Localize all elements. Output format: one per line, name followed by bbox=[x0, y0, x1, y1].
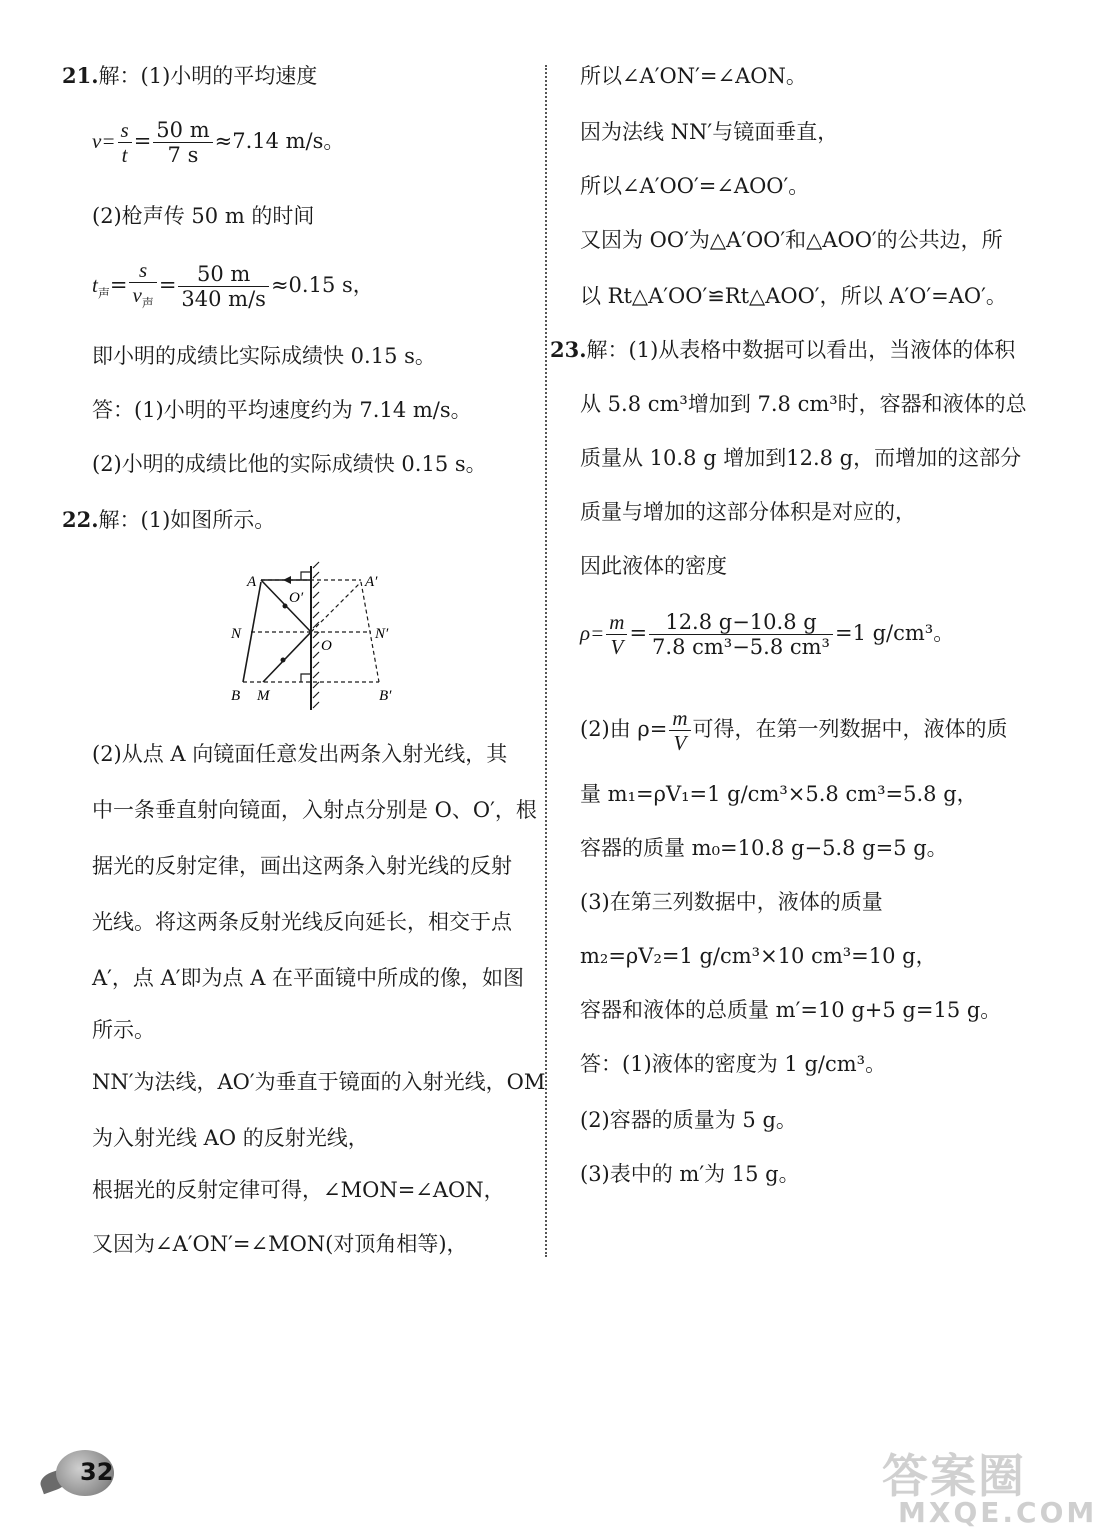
label-m: M bbox=[257, 688, 270, 704]
q21-answer-2: (2)小明的成绩比他的实际成绩快 0.15 s。 bbox=[92, 452, 487, 476]
q21-line-3: 即小明的成绩比实际成绩快 0.15 s。 bbox=[92, 344, 436, 368]
page-number-badge bbox=[38, 1448, 118, 1504]
equals-sign: = bbox=[158, 273, 177, 298]
label-n-prime: N′ bbox=[375, 626, 389, 642]
label-a-prime: A′ bbox=[365, 574, 378, 590]
label-o-prime: O′ bbox=[289, 590, 304, 606]
formula-rhs: ≈0.15 s， bbox=[270, 273, 374, 298]
subscript: 声 bbox=[141, 296, 154, 311]
q23-answer-2: (2)容器的质量为 5 g。 bbox=[580, 1108, 797, 1132]
q22-intro: 解：(1)如图所示。 bbox=[98, 508, 276, 532]
q23-paragraph-line: 因此液体的密度 bbox=[580, 554, 727, 578]
q22-paragraph-line: 为入射光线 AO 的反射光线， bbox=[92, 1126, 369, 1150]
q22-paragraph-line: 据光的反射定律，画出这两条入射光线的反射 bbox=[92, 854, 512, 878]
text-segment: 可得，在第一列数据中，液体的质 bbox=[692, 717, 1008, 741]
fraction bbox=[606, 610, 627, 659]
q21-formula-1 bbox=[92, 118, 344, 167]
fraction-denominator bbox=[129, 283, 156, 315]
fraction bbox=[129, 258, 156, 315]
fraction-numerator: s bbox=[118, 118, 132, 143]
label-o: O bbox=[321, 638, 332, 654]
column-divider bbox=[545, 65, 547, 1257]
q23-answer-3: (3)表中的 m′为 15 g。 bbox=[580, 1162, 800, 1186]
formula-rhs: =1 g/cm³。 bbox=[834, 621, 955, 645]
q22-paragraph-line: 中一条垂直射向镜面，入射点分别是 O、O′，根 bbox=[92, 798, 537, 822]
label-b-prime: B′ bbox=[379, 688, 392, 704]
q21-intro: 解：(1)小明的平均速度 bbox=[98, 64, 318, 88]
fraction-denominator: 7 s bbox=[167, 143, 199, 167]
q22-continued-line: 因为法线 NN′与镜面垂直， bbox=[580, 120, 839, 144]
q22-continued-line: 以 Rt△A′OO′≌Rt△AOO′，所以 A′O′=AO′。 bbox=[580, 284, 1007, 308]
q23-line-part2 bbox=[580, 706, 1008, 755]
fraction-numerator: s bbox=[129, 258, 156, 283]
arrow-dot bbox=[283, 604, 288, 609]
q23-paragraph-line: m₂=ρV₂=1 g/cm³×10 cm³=10 g， bbox=[580, 944, 937, 968]
formula-lhs: ρ= bbox=[580, 621, 605, 645]
denominator-symbol: v bbox=[132, 283, 142, 307]
q22-continued-line: 所以∠A′OO′=∠AOO′。 bbox=[580, 174, 810, 198]
q23-paragraph-line: 容器的质量 m₀=10.8 g−5.8 g=5 g。 bbox=[580, 836, 948, 860]
q23-paragraph-line: 容器和液体的总质量 m′=10 g+5 g=15 g。 bbox=[580, 998, 1002, 1022]
fraction bbox=[153, 118, 212, 167]
watermark-text-top: 答案圈 bbox=[882, 1449, 1026, 1503]
fraction bbox=[178, 262, 269, 311]
q22-number: 22. bbox=[62, 507, 99, 532]
fraction bbox=[649, 610, 833, 659]
mirror-hatch bbox=[313, 562, 319, 708]
q22-continued-line: 所以∠A′ON′=∠AON。 bbox=[580, 64, 807, 88]
watermark-logo bbox=[872, 1440, 1097, 1532]
fraction-numerator: m bbox=[606, 610, 627, 635]
label-n: N bbox=[231, 626, 242, 642]
q23-number: 23. bbox=[550, 337, 587, 362]
q23-answer-1: 答：(1)液体的密度为 1 g/cm³。 bbox=[580, 1052, 887, 1076]
watermark-text-bottom: MXQE.COM bbox=[898, 1496, 1097, 1529]
fraction-numerator: 50 m bbox=[153, 118, 212, 143]
q22-paragraph-line: 根据光的反射定律可得，∠MON=∠AON， bbox=[92, 1178, 505, 1202]
right-angle-mark-bottom bbox=[301, 674, 311, 682]
q21-formula-2 bbox=[92, 258, 374, 315]
right-angle-mark-top bbox=[301, 572, 311, 580]
q23-paragraph-line: 从 5.8 cm³增加到 7.8 cm³时，容器和液体的总 bbox=[580, 392, 1027, 416]
q22-paragraph-line: 又因为∠A′ON′=∠MON(对顶角相等)， bbox=[92, 1232, 468, 1256]
fraction-denominator: 7.8 cm³−5.8 cm³ bbox=[652, 635, 830, 659]
q22-line-1 bbox=[62, 506, 275, 534]
q21-line-2: (2)枪声传 50 m 的时间 bbox=[92, 204, 315, 228]
subscript: 声 bbox=[97, 286, 110, 301]
q23-paragraph-line: 量 m₁=ρV₁=1 g/cm³×5.8 cm³=5.8 g， bbox=[580, 782, 978, 806]
fraction-numerator: 12.8 g−10.8 g bbox=[649, 610, 833, 635]
fraction-denominator: t bbox=[121, 143, 128, 167]
q22-continued-line: 又因为 OO′为△A′OO′和△AOO′的公共边，所 bbox=[580, 228, 1003, 252]
dashed-o-to-a-prime bbox=[311, 582, 361, 632]
equals-sign: = bbox=[109, 273, 128, 298]
q23-paragraph-line: 质量与增加的这部分体积是对应的， bbox=[580, 500, 916, 524]
page-number: 32 bbox=[80, 1458, 114, 1486]
q23-formula-density bbox=[580, 610, 954, 659]
q21-number: 21. bbox=[62, 63, 99, 88]
q23-intro: 解：(1)从表格中数据可以看出，当液体的体积 bbox=[586, 338, 1016, 362]
fraction bbox=[118, 118, 132, 167]
q22-paragraph-line: (2)从点 A 向镜面任意发出两条入射光线，其 bbox=[92, 742, 508, 766]
formula-lhs: t bbox=[92, 273, 98, 298]
arrow-dot bbox=[281, 658, 286, 663]
q22-paragraph-line: 所示。 bbox=[92, 1018, 155, 1042]
q23-line-1 bbox=[550, 336, 1015, 364]
fraction-numerator: m bbox=[669, 706, 690, 731]
fraction-denominator: V bbox=[610, 635, 624, 659]
label-a: A bbox=[247, 574, 257, 590]
q21-line-1 bbox=[62, 62, 317, 90]
q23-paragraph-line: (3)在第三列数据中，液体的质量 bbox=[580, 890, 883, 914]
q22-paragraph-line: NN′为法线，AO′为垂直于镜面的入射光线，OM bbox=[92, 1070, 546, 1094]
text-segment: (2)由 ρ= bbox=[580, 717, 668, 741]
q22-paragraph-line: 光线。将这两条反射光线反向延长，相交于点 bbox=[92, 910, 512, 934]
equals-sign: = bbox=[629, 621, 648, 645]
formula-rhs: ≈7.14 m/s。 bbox=[214, 129, 345, 153]
fraction bbox=[669, 706, 690, 755]
fraction-numerator: 50 m bbox=[178, 262, 269, 287]
arrow-head bbox=[283, 576, 291, 584]
formula-lhs: v= bbox=[92, 129, 116, 153]
label-b: B bbox=[231, 688, 241, 704]
fraction-denominator: 340 m/s bbox=[181, 287, 266, 312]
equals-sign: = bbox=[133, 129, 152, 153]
q22-paragraph-line: A′，点 A′即为点 A 在平面镜中所成的像，如图 bbox=[92, 966, 525, 990]
fraction-denominator: V bbox=[673, 731, 687, 755]
q23-paragraph-line: 质量从 10.8 g 增加到12.8 g，而增加的这部分 bbox=[580, 446, 1022, 470]
mirror-reflection-diagram bbox=[225, 562, 425, 712]
q21-answer-1: 答：(1)小明的平均速度约为 7.14 m/s。 bbox=[92, 398, 472, 422]
